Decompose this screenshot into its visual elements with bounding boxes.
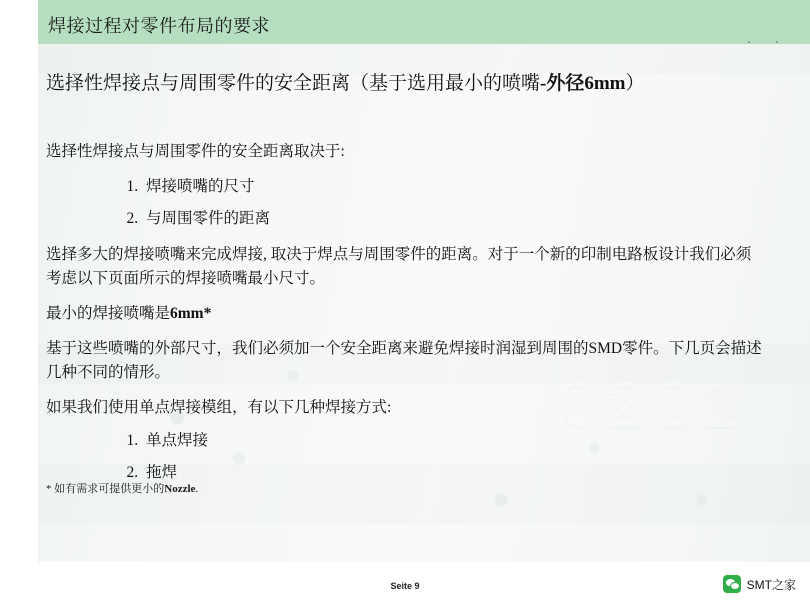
paragraph-3-prefix: 最小的焊接喷嘴是 bbox=[46, 305, 171, 323]
slide-content bbox=[38, 44, 810, 562]
list-item: 1. 单点焊接 bbox=[142, 429, 766, 453]
body-text-block bbox=[46, 140, 766, 497]
paragraph-5: 如果我们使用单点焊接模组，有以下几种焊接方式: bbox=[46, 399, 392, 417]
numbered-list-2 bbox=[46, 429, 766, 485]
wechat-icon bbox=[723, 575, 741, 593]
paragraph-2: 选择多大的焊接喷嘴来完成焊接, 取决于焊点与周围零件的距离。对于一个新的印制电路板设计我们必须考虑以下页面所示的焊接喷嘴最小尺寸。 bbox=[46, 246, 752, 288]
decorative-dots-icon bbox=[738, 38, 788, 46]
subtitle-text-2: ） bbox=[625, 73, 645, 94]
page-title: 焊接过程对零件布局的要求 bbox=[48, 16, 270, 36]
page-number: Seite 9 bbox=[390, 581, 420, 591]
footnote-prefix: * 如有需求可提供更小的 bbox=[46, 483, 165, 495]
wechat-watermark-label: SMT之家 bbox=[746, 577, 796, 592]
left-margin-strip bbox=[0, 0, 38, 605]
footnote-bold: Nozzle bbox=[164, 483, 196, 495]
list-item: 1. 焊接喷嘴的尺寸 bbox=[142, 175, 766, 199]
list-item: 2. 拖焊 bbox=[142, 461, 766, 485]
paragraph-3-bold: 6mm* bbox=[170, 305, 212, 323]
list-item: 2. 与周围零件的距离 bbox=[142, 207, 766, 231]
footnote-suffix: . bbox=[195, 483, 199, 495]
footnote bbox=[46, 480, 198, 496]
numbered-list-1 bbox=[46, 175, 766, 231]
wechat-watermark bbox=[723, 575, 796, 593]
paragraph-3 bbox=[46, 302, 766, 326]
slide-subtitle bbox=[46, 68, 786, 95]
paragraph-4: 基于这些喷嘴的外部尺寸，我们必须加一个安全距离来避免焊接时润湿到周围的SMD零件。下几页会描述几种不同的情形。 bbox=[46, 340, 762, 382]
subtitle-bold: -外径6mm bbox=[540, 73, 626, 94]
paragraph-1: 选择性焊接点与周围零件的安全距离取决于: bbox=[46, 143, 345, 160]
subtitle-text-1: 选择性焊接点与周围零件的安全距离（基于选用最小的喷嘴 bbox=[46, 73, 541, 94]
